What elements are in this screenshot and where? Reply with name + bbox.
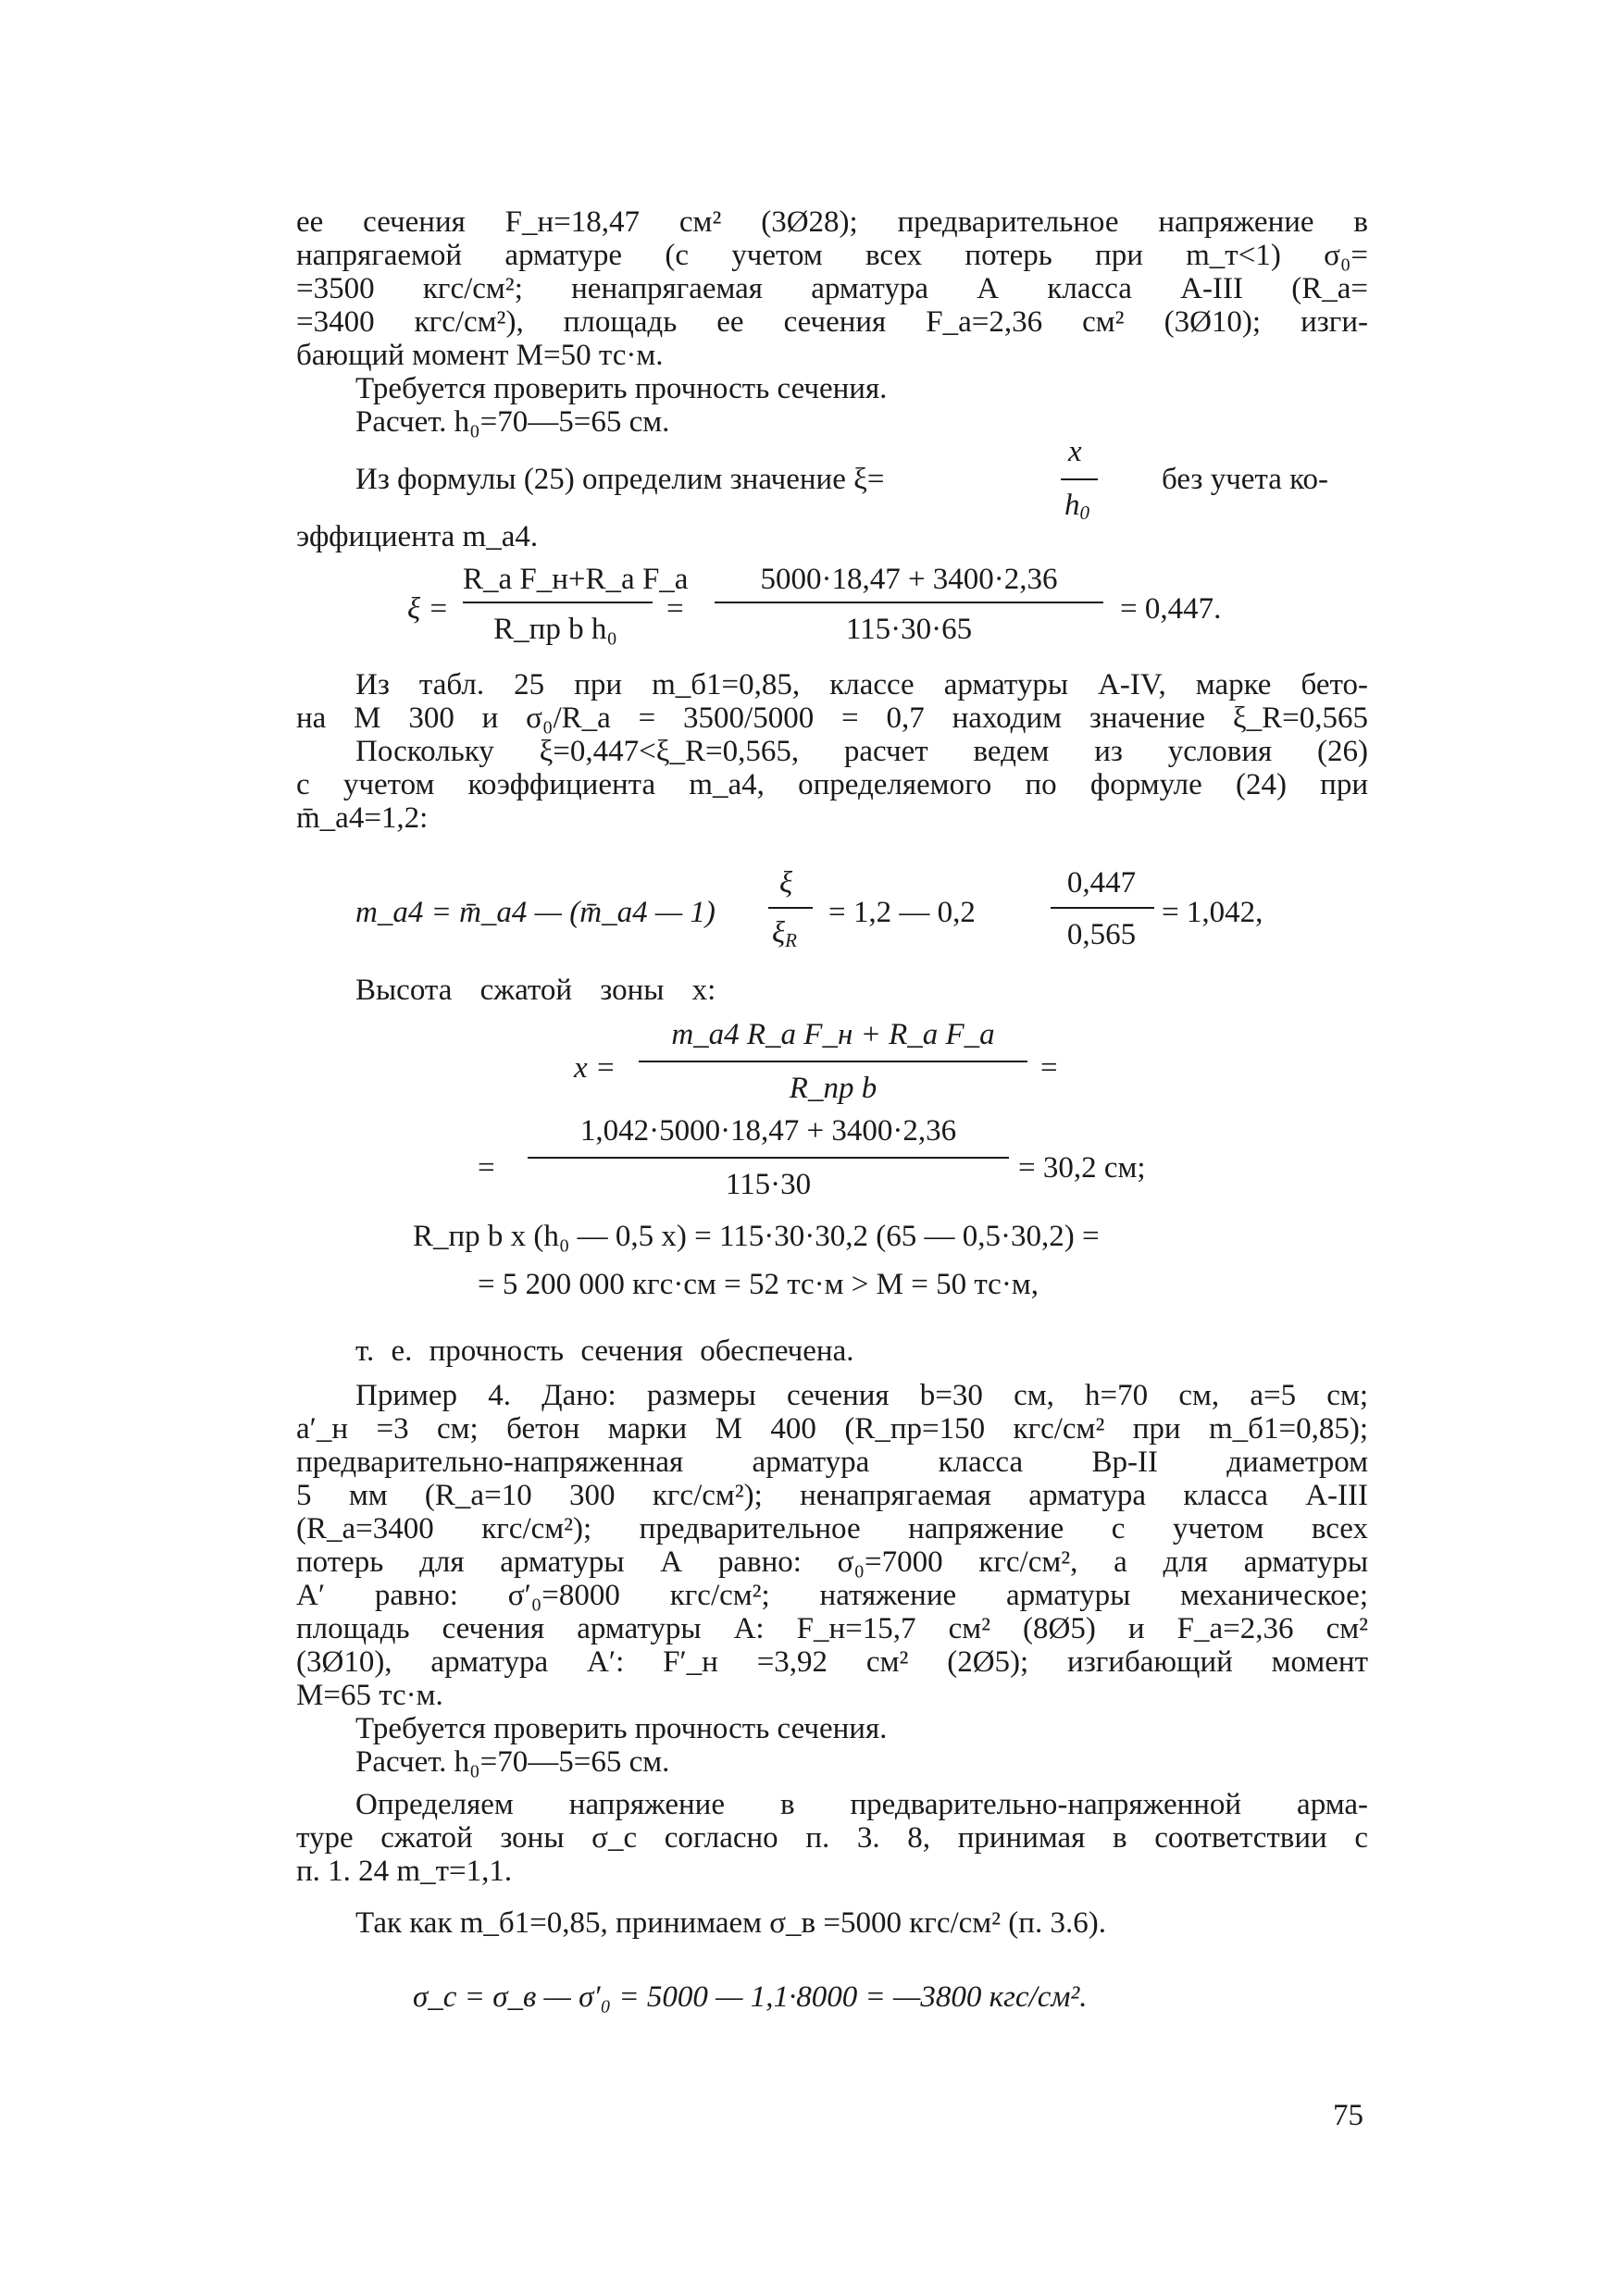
conclusion-text: т. е. прочность сечения обеспечена. bbox=[355, 1334, 854, 1368]
eq-m-lhs: m_а4 = m̄_а4 — (m̄_а4 — 1) bbox=[355, 896, 716, 929]
page-number: 75 bbox=[1333, 2099, 1363, 2132]
text-line: =3400 кгс/см²), площадь ее сечения F_а=2,36 см² (3Ø10); изги- bbox=[296, 305, 1368, 339]
eq-r-line1: R_пр b x (h₀ — 0,5 x) = 115·30·30,2 (65 — 0,5·30,2) = bbox=[413, 1220, 1100, 1253]
text-line: бающий момент М=50 тс·м. bbox=[296, 339, 664, 372]
text-line: туре сжатой зоны σ_с согласно п. 3. 8, принимая в соответствии с bbox=[296, 1821, 1368, 1855]
calculation-text: Расчет. h₀=70—5=65 см. bbox=[355, 1745, 670, 1779]
text-line: (3Ø10), арматура А′: F′_н =3,92 см² (2Ø5); изгибающий момент bbox=[296, 1645, 1368, 1679]
fraction-bar bbox=[768, 907, 813, 909]
frac-xi-r: $\xi_R$ bbox=[772, 916, 797, 951]
text-line: напрягаемой арматуре (с учетом всех потерь при m_т<1) σ₀= bbox=[296, 239, 1368, 272]
fraction-bar bbox=[528, 1157, 1009, 1159]
equals: = bbox=[1040, 1051, 1058, 1085]
text-line: a′_н =3 см; бетон марки М 400 (R_пр=150 кгс/см² при m_б1=0,85); bbox=[296, 1412, 1368, 1446]
fraction-bar bbox=[1061, 478, 1098, 480]
requirement-text: Требуется проверить прочность сечения. bbox=[355, 372, 888, 405]
text-line: Из табл. 25 при m_б1=0,85, классе арматуры А-IV, марке бето- bbox=[355, 668, 1368, 701]
eq-m-num: 0,447 bbox=[1066, 866, 1137, 900]
frac-h0: $h_0$ bbox=[1064, 489, 1089, 524]
x-symbol: x = bbox=[574, 1051, 616, 1085]
text-line: ее сечения F_н=18,47 см² (3Ø28); предварительное напряжение в bbox=[296, 205, 1368, 239]
eq-final: σ_с = σ_в — σ′₀ = 5000 — 1,1·8000 = —3800 кгс/см². bbox=[413, 1980, 1088, 2014]
text-line: предварительно-напряженная арматура класса Вр-II диаметром bbox=[296, 1446, 1368, 1479]
fraction-bar bbox=[639, 1061, 1027, 1062]
text-line: А′ равно: σ′₀=8000 кгс/см²; натяжение арматуры механическое; bbox=[296, 1579, 1368, 1612]
text-line: площадь сечения арматуры А: F_н=15,7 см² (8Ø5) и F_а=2,36 см² bbox=[296, 1612, 1368, 1645]
eq-xi-den-val: 115·30·65 bbox=[845, 613, 973, 646]
text-line: М=65 тс·м. bbox=[296, 1679, 443, 1712]
text-line: на М 300 и σ₀/R_а = 3500/5000 = 0,7 находим значение ξ_R=0,565 bbox=[296, 701, 1368, 735]
eq-xi-den-sym: R_пр b h₀ bbox=[493, 613, 617, 646]
text-line: 5 мм (R_а=10 300 кгс/см²); ненапрягаемая арматура класса А-III bbox=[296, 1479, 1368, 1512]
frac-xi: ξ bbox=[779, 866, 793, 900]
requirement-text: Требуется проверить прочность сечения. bbox=[355, 1712, 888, 1745]
text-line: потерь для арматуры А равно: σ₀=7000 кгс/см², а для арматуры bbox=[296, 1545, 1368, 1579]
text-line: =3500 кгс/см²; ненапрягаемая арматура А класса А-III (R_а= bbox=[296, 272, 1368, 305]
text-line: Поскольку ξ=0,447<ξ_R=0,565, расчет ведем из условия (26) bbox=[355, 735, 1368, 768]
eq-x-den-val: 115·30 bbox=[725, 1168, 812, 1201]
text-line: с учетом коэффициента m_а4, определяемого по формуле (24) при bbox=[296, 768, 1368, 801]
xi-intro-cont: эффициента m_а4. bbox=[296, 520, 539, 553]
eq-x-result: = 30,2 см; bbox=[1018, 1151, 1146, 1185]
equals: = bbox=[478, 1151, 495, 1185]
fraction-bar bbox=[463, 602, 653, 603]
eq-xi-num-val: 5000·18,47 + 3400·2,36 bbox=[760, 563, 1058, 596]
text-line: m̄_а4=1,2: bbox=[296, 801, 429, 835]
xi-intro-right: без учета ко- bbox=[1162, 463, 1329, 496]
text-line: Определяем напряжение в предварительно-напряженной арма- bbox=[355, 1788, 1368, 1821]
fraction-bar bbox=[715, 602, 1103, 603]
eq-m-mid: = 1,2 — 0,2 bbox=[828, 896, 976, 929]
example-heading-line: Пример 4. Дано: размеры сечения b=30 см, h=70 см, a=5 см; bbox=[355, 1379, 1368, 1412]
eq-x-num-sym: m_а4 R_а F_н + R_а F_а bbox=[671, 1018, 995, 1051]
eq-x-num-val: 1,042·5000·18,47 + 3400·2,36 bbox=[579, 1114, 957, 1148]
eq-xi-num-sym: R_а F_н+R_а F_а bbox=[463, 563, 689, 596]
eq-m-result: = 1,042, bbox=[1162, 896, 1263, 929]
eq-x-den-sym: R_пр b bbox=[789, 1072, 877, 1105]
fraction-bar bbox=[1051, 907, 1154, 909]
eq-xi-result: = 0,447. bbox=[1120, 592, 1222, 626]
text-line: (R_а=3400 кгс/см²); предварительное напряжение с учетом всех bbox=[296, 1512, 1368, 1545]
xi-intro-text: Из формулы (25) определим значение ξ= bbox=[355, 463, 885, 496]
calculation-text: Расчет. h₀=70—5=65 см. bbox=[355, 405, 670, 439]
equals: = bbox=[666, 592, 684, 626]
height-label: Высота сжатой зоны x: bbox=[355, 974, 716, 1007]
text-line: п. 1. 24 m_т=1,1. bbox=[296, 1855, 513, 1888]
eq-m-den: 0,565 bbox=[1066, 918, 1137, 951]
frac-x: x bbox=[1068, 435, 1082, 468]
xi-symbol: ξ = bbox=[407, 592, 449, 626]
text-line: Так как m_б1=0,85, принимаем σ_в =5000 кгс/см² (п. 3.6). bbox=[355, 1906, 1106, 1940]
eq-r-line2: = 5 200 000 кгс·см = 52 тс·м > М = 50 тс·м, bbox=[478, 1268, 1039, 1301]
